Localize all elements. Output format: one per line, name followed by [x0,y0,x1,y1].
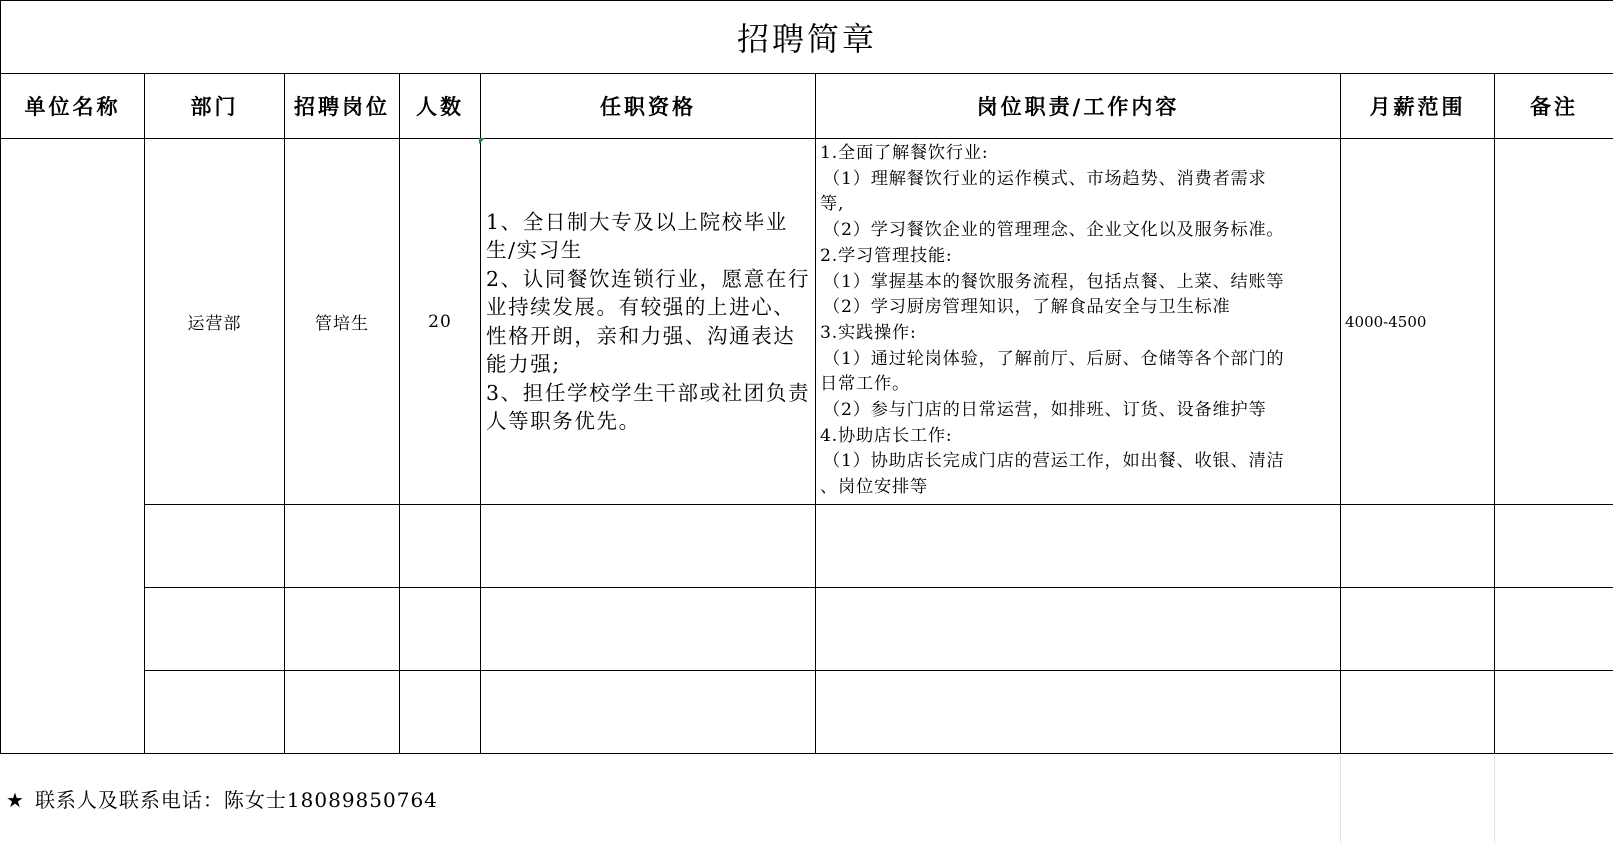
header-department: 部门 [145,74,285,139]
qualification-line: 2、认同餐饮连锁行业，愿意在行业持续发展。有较强的上进心、性格开朗，亲和力强、沟通表达能力强; [486,266,811,376]
empty-cell[interactable] [285,505,400,588]
qualification-line: 3、担任学校学生干部或社团负责人等职务优先。 [486,380,811,433]
empty-cell[interactable] [400,588,481,671]
empty-cell[interactable] [1495,671,1613,754]
gridline [1494,753,1495,843]
page-title: 招聘简章 [1,1,1613,74]
empty-cell[interactable] [145,505,285,588]
empty-cell[interactable] [481,505,816,588]
header-row [1,74,1613,139]
qualification-line: 1、全日制大专及以上院校毕业生/实习生 [486,209,788,262]
empty-cell[interactable] [816,588,1341,671]
header-position: 招聘岗位 [285,74,400,139]
empty-cell[interactable] [1495,505,1613,588]
empty-cell[interactable] [1341,588,1495,671]
header-qualifications: 任职资格 [481,74,816,139]
empty-cell[interactable] [481,588,816,671]
header-remarks: 备注 [1495,74,1613,139]
empty-cell[interactable] [816,671,1341,754]
cell-comment-marker [479,138,485,144]
empty-cell[interactable] [285,671,400,754]
department-cell[interactable]: 运营部 [145,139,285,505]
duty-line: 等, [820,194,845,215]
empty-cell[interactable] [145,588,285,671]
duty-line: 2.学习管理技能: [820,245,953,266]
duty-line: （2）学习厨房管理知识，了解食品安全与卫生标准 [823,297,1231,318]
empty-cell[interactable] [1495,588,1613,671]
empty-row [1,588,1613,671]
empty-cell[interactable] [400,505,481,588]
star-icon: ★ [6,788,25,812]
duty-line: （1）协助店长完成门店的营运工作，如出餐、收银、清洁 [823,451,1285,472]
empty-cell[interactable] [1341,671,1495,754]
gridline [1340,753,1341,843]
header-salary: 月薪范围 [1341,74,1495,139]
empty-cell[interactable] [1341,505,1495,588]
headcount-cell[interactable]: 20 [400,139,481,505]
empty-cell[interactable] [285,588,400,671]
duty-line: （1）掌握基本的餐饮服务流程，包括点餐、上菜、结账等 [823,271,1285,292]
duty-line: 3.实践操作: [820,322,917,343]
empty-cell[interactable] [400,671,481,754]
duty-line: 1.全面了解餐饮行业: [820,143,989,163]
empty-row [1,671,1613,754]
contact-footer [6,784,438,813]
qualifications-cell[interactable] [481,139,816,505]
contact-text: 联系人及联系电话：陈女士18089850764 [34,788,438,812]
empty-row [1,505,1613,588]
duty-line: 4.协助店长工作: [820,425,953,446]
position-cell[interactable]: 管培生 [285,139,400,505]
unit-name-cell[interactable] [1,139,145,754]
empty-cell[interactable] [481,671,816,754]
empty-cell[interactable] [145,671,285,754]
duty-line: 、岗位安排等 [820,477,928,498]
duty-line: （1）通过轮岗体验，了解前厅、后厨、仓储等各个部门的 [823,348,1285,369]
header-duties: 岗位职责/工作内容 [816,74,1341,139]
empty-cell[interactable] [816,505,1341,588]
duty-line: （2）学习餐饮企业的管理理念、企业文化以及服务标准。 [823,220,1285,241]
table-row [1,139,1613,505]
duties-cell[interactable] [816,139,1341,505]
remarks-cell[interactable] [1495,139,1613,505]
header-unit-name: 单位名称 [1,74,145,139]
duty-line: （1）理解餐饮行业的运作模式、市场趋势、消费者需求 [823,168,1267,189]
salary-cell[interactable]: 4000-4500 [1341,139,1495,505]
header-headcount: 人数 [400,74,481,139]
duty-line: （2）参与门店的日常运营，如排班、订货、设备维护等 [823,400,1267,421]
duty-line: 日常工作。 [820,374,910,395]
